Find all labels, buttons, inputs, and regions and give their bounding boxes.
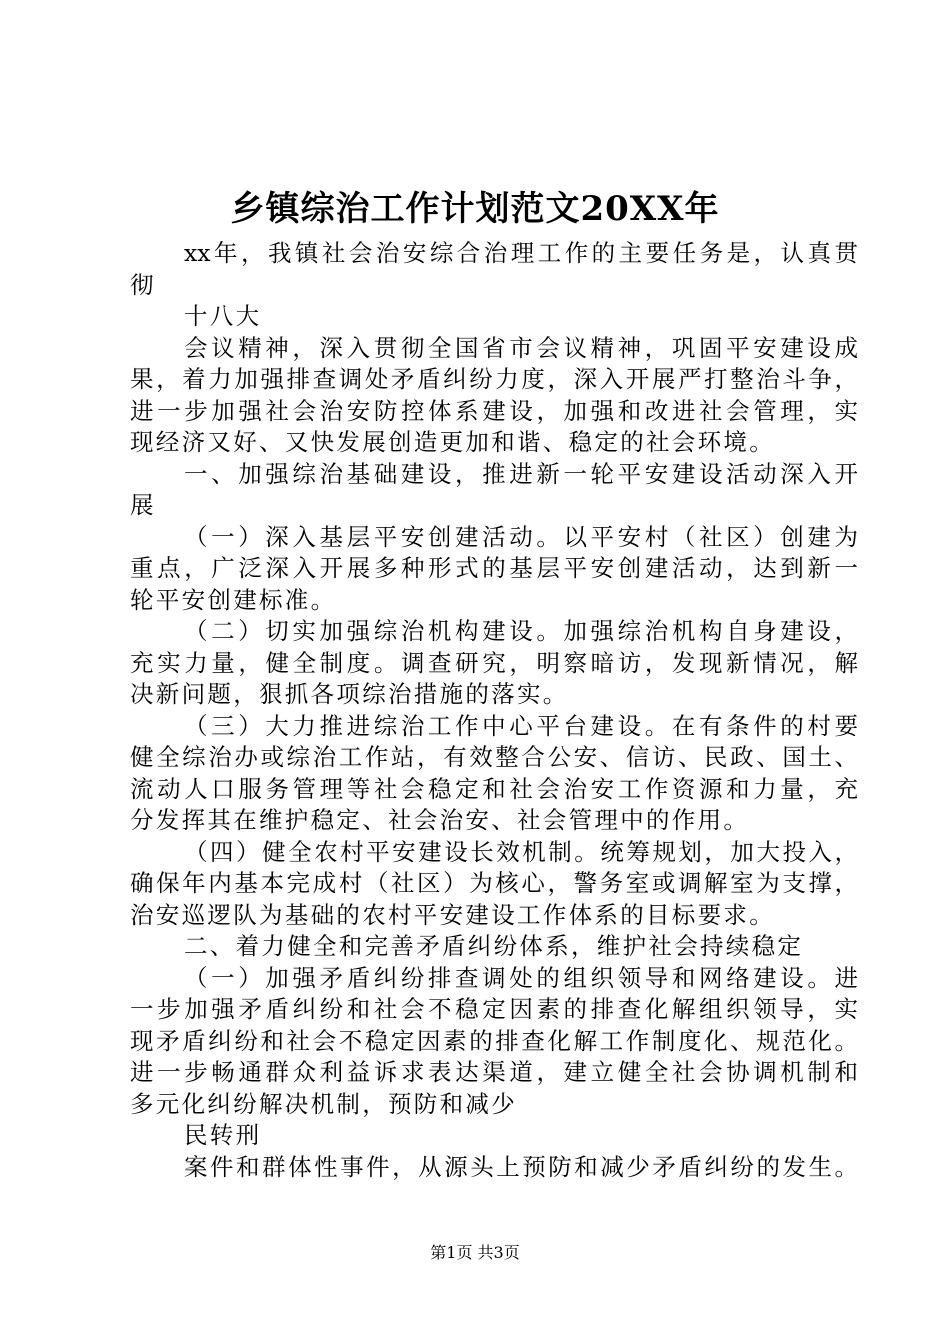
body-line: 轮平安创建标准。 <box>130 585 337 614</box>
body-line: 案件和群体性事件，从源头上预防和减少矛盾纠纷的发生。 <box>184 1152 858 1181</box>
body-line: 民转刑 <box>184 1121 262 1149</box>
body-line: 二、着力健全和完善矛盾纠纷体系，维护社会持续稳定 <box>184 932 804 960</box>
body-line: 一步加强矛盾纠纷和社会不稳定因素的排查化解组织领导，实 <box>130 995 858 1023</box>
body-line: （三）大力推进综治工作中心平台建设。在有条件的村要 <box>184 711 858 740</box>
body-line: 一、加强综治基础建设，推进新一轮平安建设活动深入开 <box>184 459 858 488</box>
page-footer: 第1页 共3页 <box>430 1243 520 1262</box>
body-line: 分发挥其在维护稳定、社会治安、社会管理中的作用。 <box>130 806 750 834</box>
body-line: 确保年内基本完成村（社区）为核心，警务室或调解室为支撑， <box>130 869 858 897</box>
body-line: 十八大 <box>184 302 262 330</box>
body-line: 果，着力加强排查调处矛盾纠纷力度，深入开展严打整治斗争， <box>130 365 858 393</box>
body-line: （一）加强矛盾纠纷排查调处的组织领导和网络建设。进 <box>184 963 858 992</box>
body-line: 流动人口服务管理等社会稳定和社会治安工作资源和力量，充 <box>130 774 858 803</box>
body-line: xx年，我镇社会治安综合治理工作的主要任务是，认真贯 <box>184 239 858 267</box>
body-line: 展 <box>130 491 156 519</box>
body-line: 多元化纠纷解决机制，预防和减少 <box>130 1089 517 1118</box>
body-line: 彻 <box>130 270 156 299</box>
body-line: 健全综治办或综治工作站，有效整合公安、信访、民政、国土、 <box>130 743 858 771</box>
body-line: 会议精神，深入贯彻全国省市会议精神，巩固平安建设成 <box>184 333 858 362</box>
body-line: 充实力量，健全制度。调查研究，明察暗访，发现新情况，解 <box>130 648 858 677</box>
body-line: （二）切实加强综治机构建设。加强综治机构自身建设， <box>184 617 858 645</box>
body-line: 现矛盾纠纷和社会不稳定因素的排查化解工作制度化、规范化。 <box>130 1026 858 1055</box>
body-line: 治安巡逻队为基础的农村平安建设工作体系的目标要求。 <box>130 900 775 929</box>
body-line: （一）深入基层平安创建活动。以平安村（社区）创建为 <box>184 522 858 551</box>
body-line: 现经济又好、又快发展创造更加和谐、稳定的社会环境。 <box>130 428 775 456</box>
body-line: 进一步畅通群众利益诉求表达渠道，建立健全社会协调机制和 <box>130 1058 858 1086</box>
body-line: 重点，广泛深入开展多种形式的基层平安创建活动，达到新一 <box>130 554 858 582</box>
body-line: （四）健全农村平安建设长效机制。统筹规划，加大投入， <box>184 837 858 866</box>
body-line: 决新问题，狠抓各项综治措施的落实。 <box>130 680 569 708</box>
document-title: 乡镇综治工作计划范文20XX年 <box>230 189 720 229</box>
document-body <box>130 238 858 1183</box>
body-line: 进一步加强社会治安防控体系建设，加强和改进社会管理，实 <box>130 396 858 425</box>
